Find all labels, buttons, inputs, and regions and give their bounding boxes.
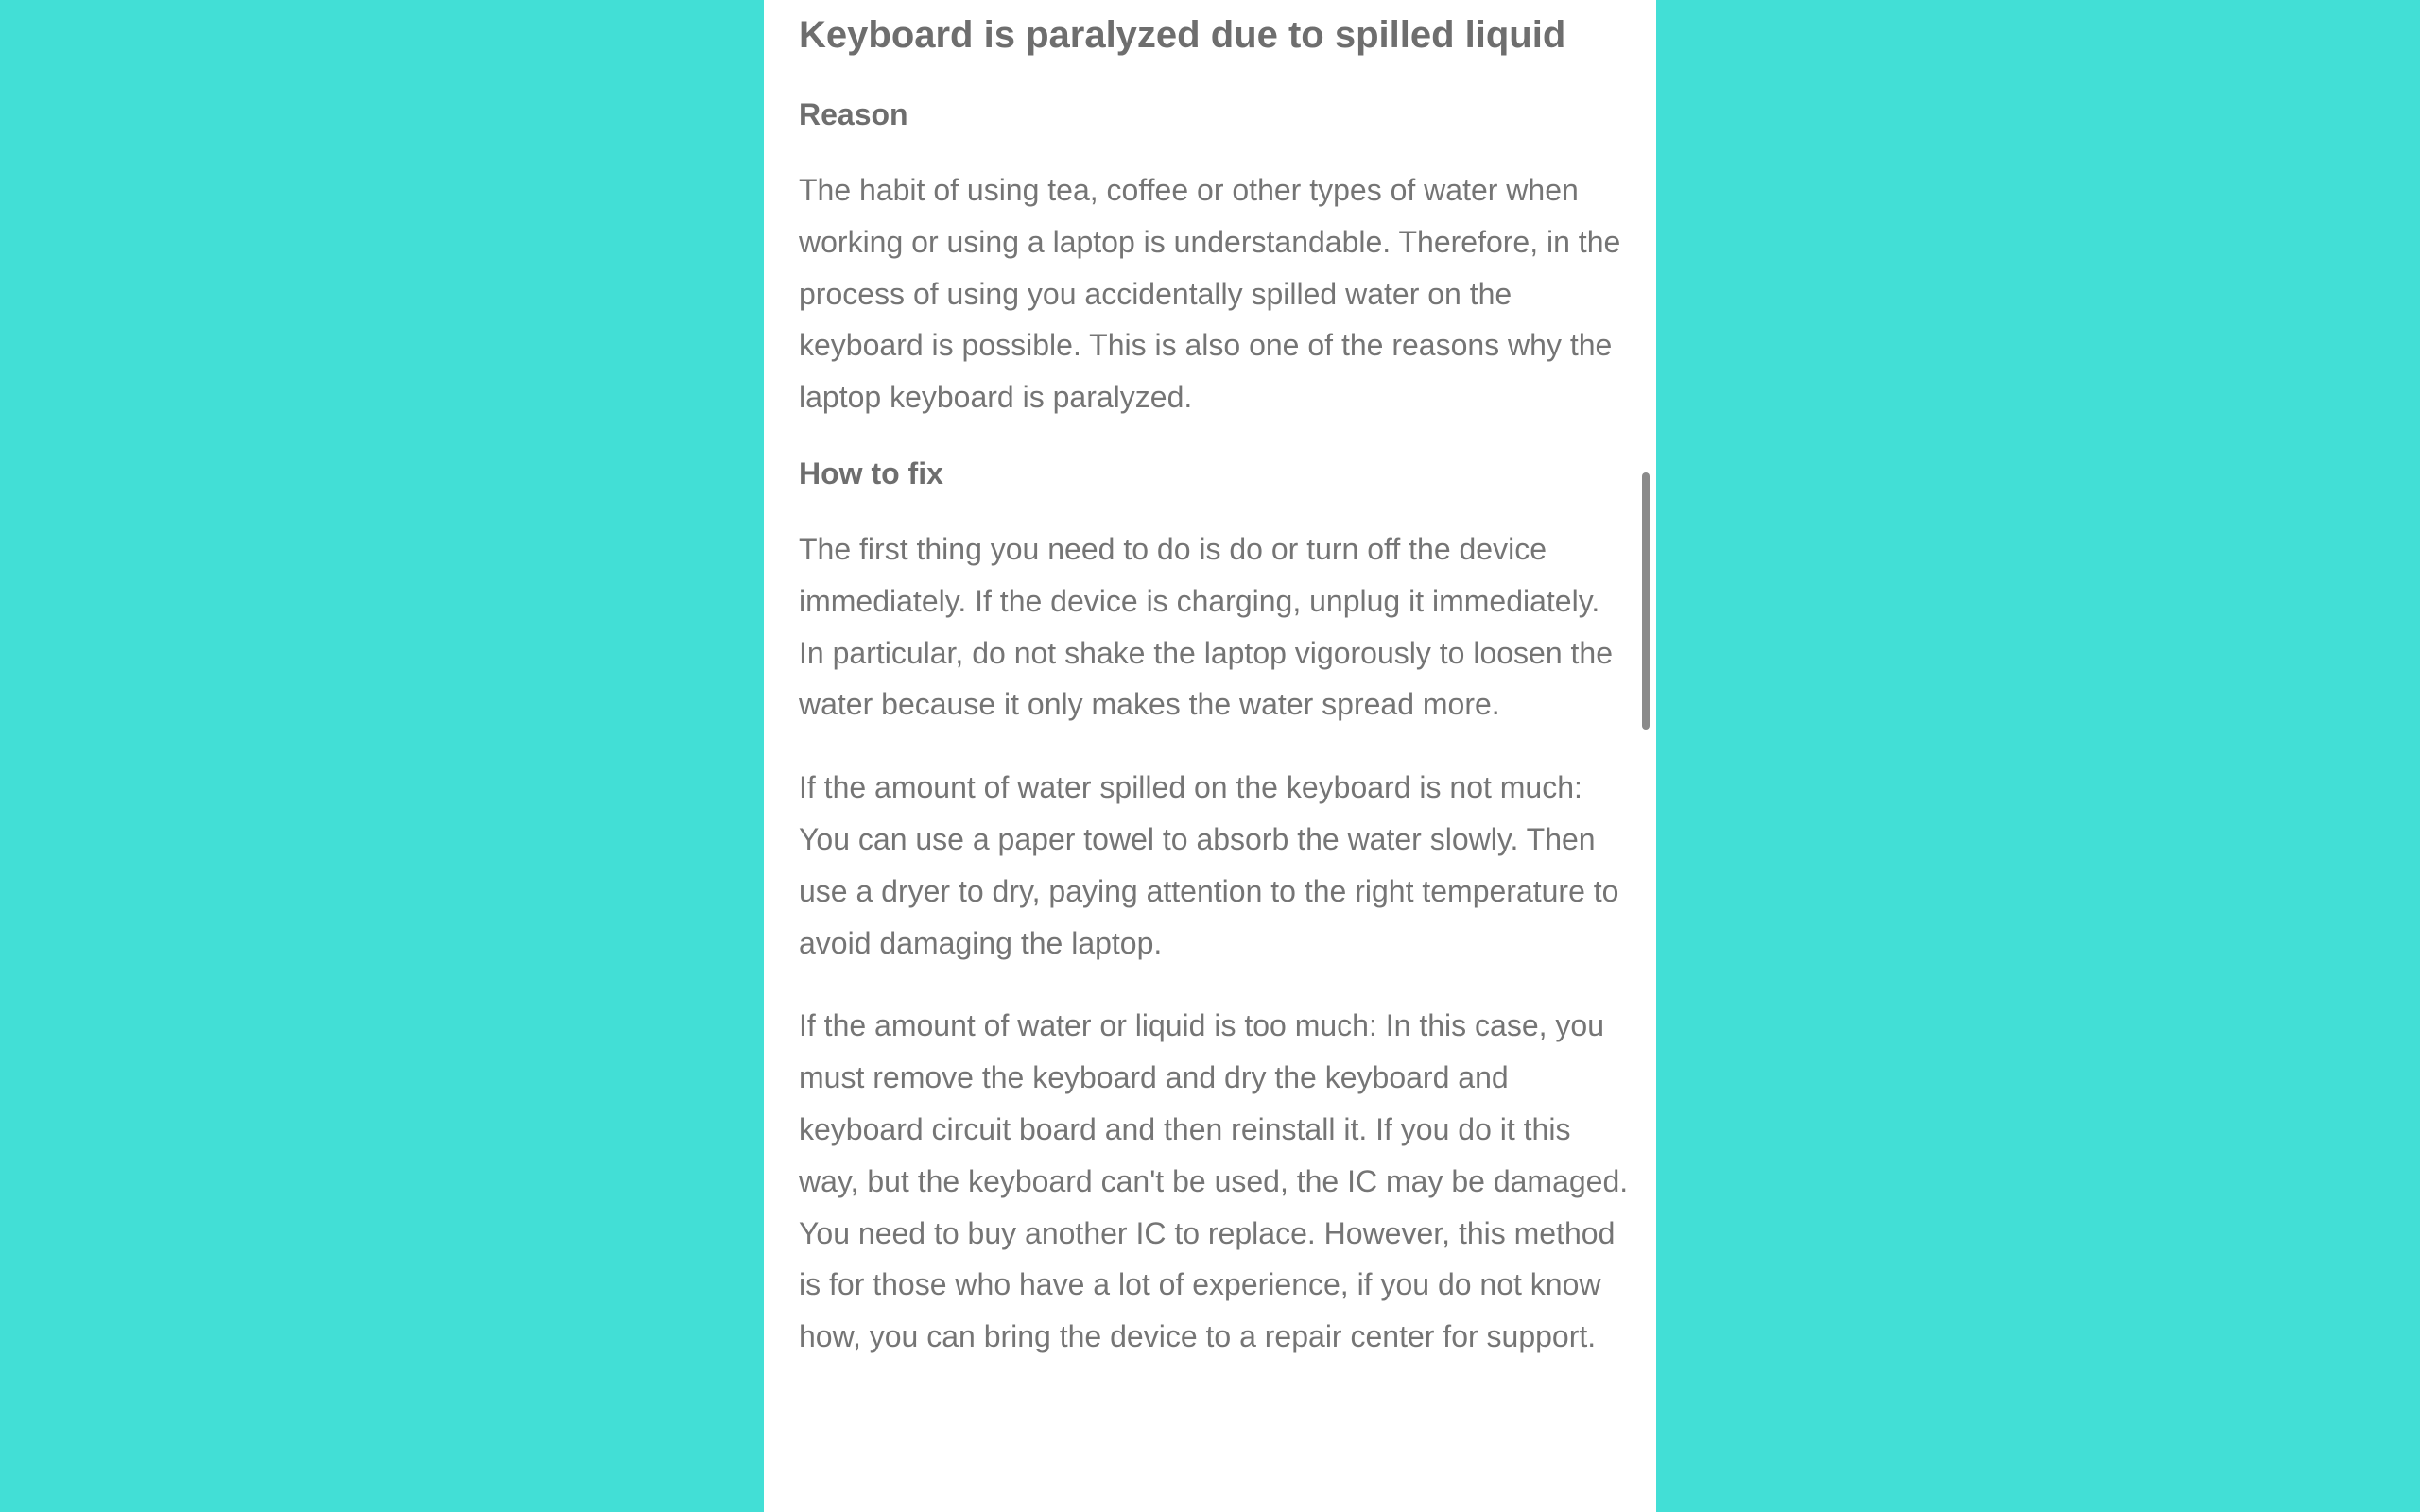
article-title: Keyboard is paralyzed due to spilled liquid (799, 14, 1566, 56)
paragraph-reason: The habit of using tea, coffee or other types of water when working or using a laptop is understandable. Therefore, in the process of using you accidentally spilled water on the keyboard is possible. This is also one of the reasons why the laptop keyboard is paralyzed. (799, 173, 1621, 415)
paragraph-fix-2: If the amount of water spilled on the keyboard is not much: You can use a paper towel to absorb the water slowly. Then use a dryer to dry, paying attention to the right temperature to avoid damaging the laptop. (799, 770, 1619, 960)
section-heading-how-to-fix: How to fix (799, 455, 943, 490)
content-panel (764, 0, 1656, 1512)
section-heading-reason: Reason (799, 97, 908, 131)
scrollbar-thumb[interactable] (1642, 472, 1650, 730)
paragraph-fix-3: If the amount of water or liquid is too much: In this case, you must remove the keyboard and dry the keyboard and keyboard circuit board and then reinstall it. If you do it this way, but the keyboard can't be used, the IC may be damaged. You need to buy another IC to replace. However, this method is for those who have a lot of experience, if you do not know how, you can bring the device to a repair center for support. (799, 1008, 1629, 1354)
article (799, 0, 1631, 1363)
paragraph-fix-1: The first thing you need to do is do or turn off the device immediately. If the device is charging, unplug it immediately. In particular, do not shake the laptop vigorously to loosen the water because it only makes the water spread more. (799, 531, 1613, 722)
